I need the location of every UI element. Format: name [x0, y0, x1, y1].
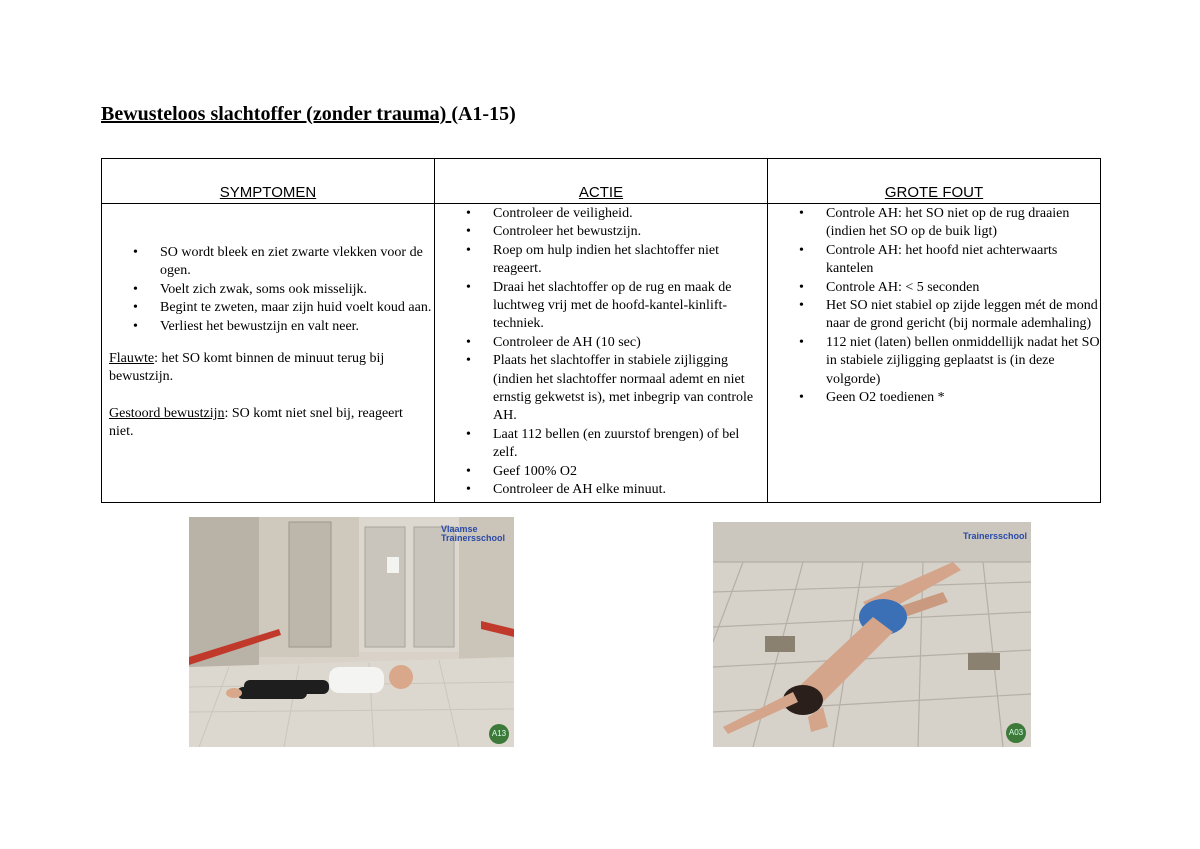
photo-badge: A13 — [489, 724, 509, 744]
list-item: • Het SO niet stabiel op zijde leggen mét de mond naar de grond gericht (bij normale ademhaling) — [826, 297, 1100, 334]
header-symptomen: SYMPTOMEN — [102, 159, 435, 204]
gestoord-text: : SO komt niet snel bij, reageert niet. — [109, 405, 403, 440]
list-item: • Controleer de AH (10 sec) — [493, 334, 767, 352]
actie-list — [435, 205, 767, 500]
list-item: • Controleer het bewustzijn. — [493, 223, 767, 241]
list-item: • Controle AH: het SO niet op de rug draaien (indien het SO op de buik ligt) — [826, 205, 1100, 242]
symptomen-cell — [102, 204, 435, 503]
photo-badge: A03 — [1006, 723, 1026, 743]
flauwte-paragraph — [109, 350, 434, 387]
title-underlined: Bewusteloos slachtoffer (zonder trauma) — [101, 103, 452, 125]
list-item: • Begint te zweten, maar zijn huid voelt koud aan. — [160, 299, 434, 317]
table-body-row — [102, 204, 1101, 503]
grote-fout-cell — [768, 204, 1101, 503]
photo-locker-room — [189, 517, 514, 747]
photo-locker-room-illustration — [189, 517, 514, 747]
photo-tiled-floor-illustration — [713, 522, 1031, 747]
list-item: • Controleer de veiligheid. — [493, 205, 767, 223]
list-item: • Geef 100% O2 — [493, 463, 767, 481]
list-item: • Geen O2 toedienen * — [826, 389, 1100, 407]
list-item: • Controle AH: het hoofd niet achterwaarts kantelen — [826, 242, 1100, 279]
first-aid-table — [101, 158, 1101, 503]
header-grote-fout: GROTE FOUT — [768, 159, 1101, 204]
list-item: • Laat 112 bellen (en zuurstof brengen) of bel zelf. — [493, 426, 767, 463]
gestoord-term: Gestoord bewustzijn — [109, 405, 225, 421]
list-item: • Draai het slachtoffer op de rug en maak de luchtweg vrij met de hoofd-kantel-kinlift-techniek. — [493, 279, 767, 334]
list-item: • SO wordt bleek en ziet zwarte vlekken voor de ogen. — [160, 244, 434, 281]
grote-fout-list — [768, 205, 1100, 407]
list-item: • Verliest het bewustzijn en valt neer. — [160, 318, 434, 336]
flauwte-text: : het SO komt binnen de minuut terug bij bewustzijn. — [109, 351, 385, 385]
gestoord-paragraph — [109, 405, 434, 442]
list-item: • 112 niet (laten) bellen onmiddellijk nadat het SO in stabiele zijligging geplaatst is (in deze volgorde) — [826, 334, 1100, 389]
page-title — [101, 103, 516, 126]
header-actie: ACTIE — [435, 159, 768, 204]
symptomen-list — [102, 244, 434, 336]
list-item: • Roep om hulp indien het slachtoffer niet reageert. — [493, 242, 767, 279]
list-item: • Controle AH: < 5 seconden — [826, 279, 1100, 297]
list-item: • Plaats het slachtoffer in stabiele zijligging (indien het slachtoffer normaal ademt en niet ernstig gekwetst is), met inbegrip van controle AH. — [493, 352, 767, 426]
list-item: • Voelt zich zwak, soms ook misselijk. — [160, 281, 434, 299]
photo-tiled-floor — [713, 522, 1031, 747]
flauwte-term: Flauwte — [109, 351, 155, 367]
actie-cell — [435, 204, 768, 503]
title-code: (A1-15) — [451, 103, 516, 125]
list-item: • Controleer de AH elke minuut. — [493, 481, 767, 499]
table-header-row — [102, 159, 1101, 204]
trainersschool-logo: Trainersschool — [963, 531, 1028, 541]
trainersschool-logo: Vlaamse Trainersschool — [441, 524, 506, 543]
